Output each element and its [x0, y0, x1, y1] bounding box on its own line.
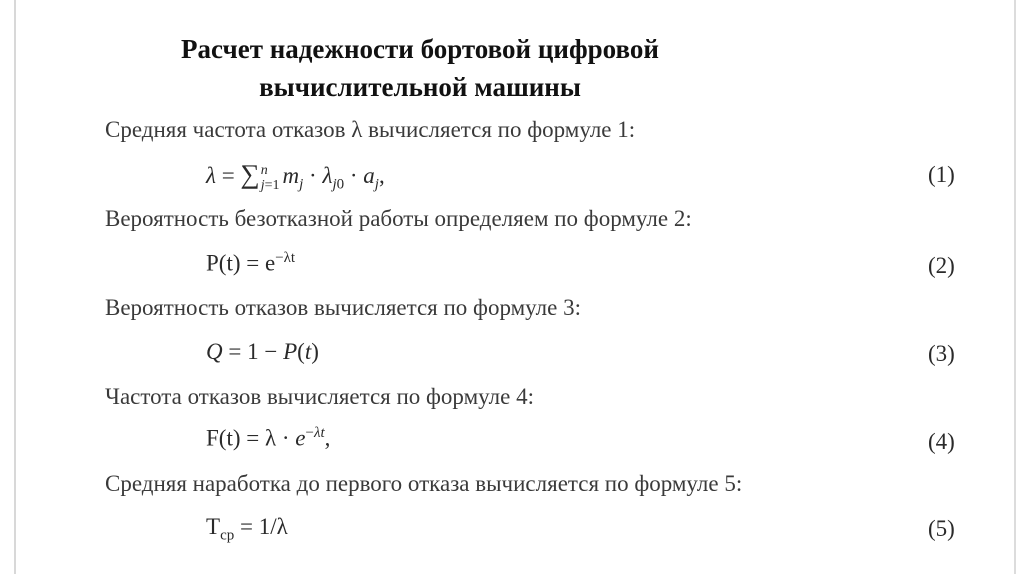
- paragraph-2: Вероятность безотказной работы определяем по формуле 2:: [105, 206, 692, 231]
- slide-title: [100, 30, 740, 106]
- formula-5: $T_{ср} = 1/\lambda$: [206, 514, 288, 544]
- left-frame-line: [14, 0, 16, 574]
- formula-number-4: (4): [928, 429, 955, 454]
- formula-3: Q = 1 − P(t): [206, 339, 319, 364]
- paragraph-3: Вероятность отказов вычисляется по формуле 3:: [105, 295, 581, 320]
- paragraph-4: Частота отказов вычисляется по формуле 4:: [105, 384, 534, 409]
- title-line-2: вычислительной машины: [259, 72, 581, 102]
- paragraph-5: Средняя наработка до первого отказа вычисляется по формуле 5:: [105, 471, 743, 496]
- formula-number-2: (2): [928, 253, 955, 278]
- formula-number-5: (5): [928, 516, 955, 541]
- formula-number-3: (3): [928, 341, 955, 366]
- title-line-1: Расчет надежности бортовой цифровой: [181, 34, 659, 64]
- formula-2: $P(t) = e^{-\lambda t}$: [206, 250, 296, 276]
- right-frame-line: [1014, 0, 1016, 574]
- paragraph-1: Средняя частота отказов λ вычисляется по формуле 1:: [105, 117, 636, 142]
- formula-1: λ = ∑ n j=1 $m_j \cdot \lambda_{j0} \cdot a_j$,: [206, 159, 385, 193]
- formula-4: $F(t) = \lambda \cdot e^{-\lambda t}$,: [206, 425, 331, 451]
- formula-number-1: (1): [928, 162, 955, 187]
